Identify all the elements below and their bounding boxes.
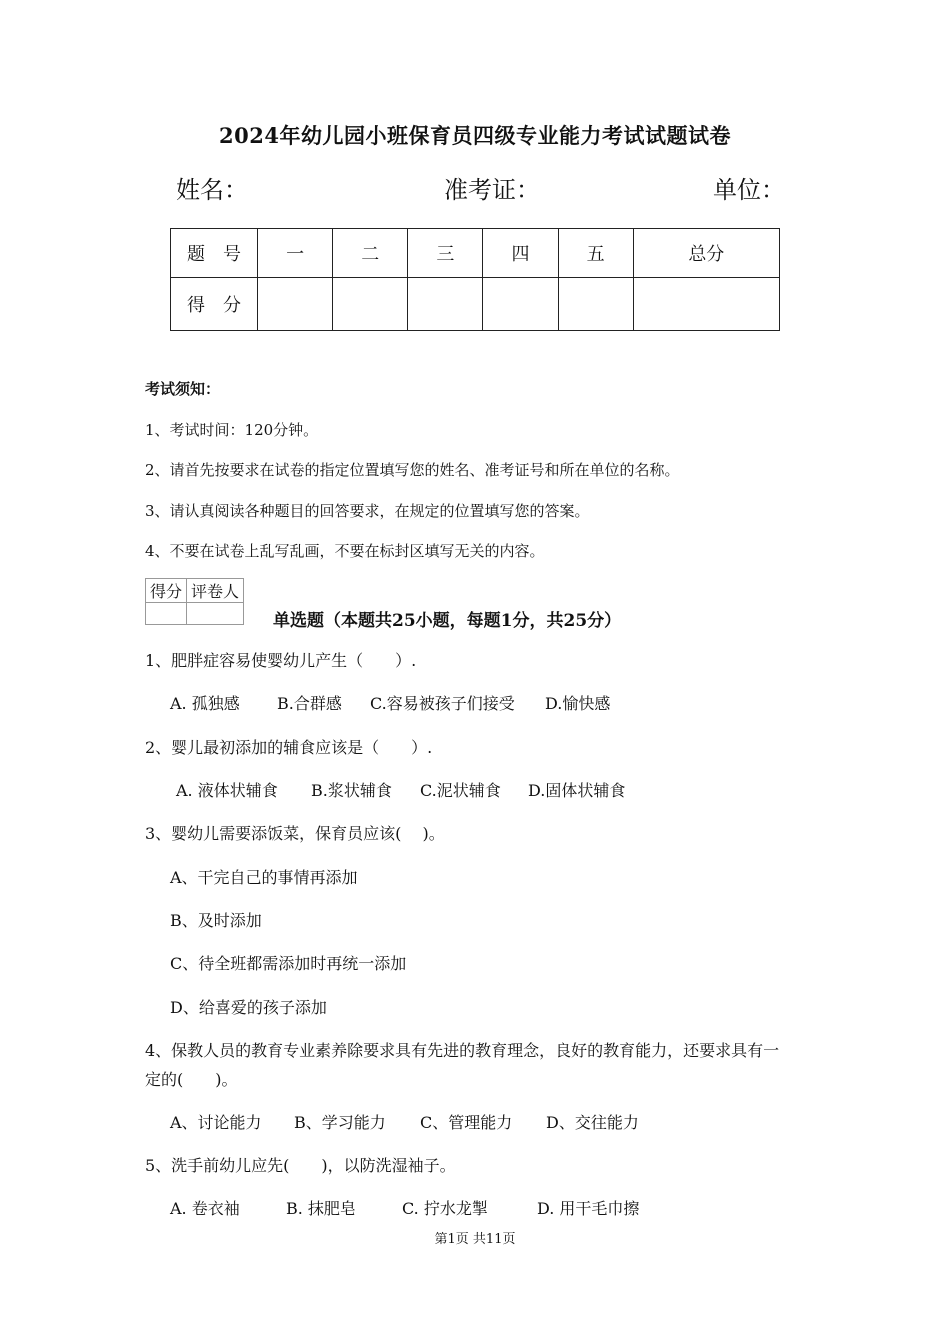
score-table-cell: 三	[408, 229, 483, 278]
score-table	[170, 228, 780, 331]
question-option: A、讨论能力	[170, 1113, 262, 1132]
score-table-cell: 题 号	[171, 229, 258, 278]
question-option: D. 用干毛巾擦	[537, 1199, 640, 1218]
grader-score-cell[interactable]	[146, 603, 187, 625]
notice-item: 4、不要在试卷上乱写乱画，不要在标封区填写无关的内容。	[145, 542, 545, 560]
score-input-cell[interactable]	[483, 278, 558, 331]
question-option: B.浆状辅食	[311, 781, 392, 800]
score-input-cell[interactable]	[333, 278, 408, 331]
grader-reviewer-label: 评卷人	[187, 579, 244, 603]
unit-label: 单位：	[713, 176, 785, 204]
question-option: B、学习能力	[294, 1113, 386, 1132]
score-input-cell[interactable]	[408, 278, 483, 331]
question-option: C.泥状辅食	[420, 781, 501, 800]
question-option: D.愉快感	[545, 694, 611, 713]
question-option: B.合群感	[277, 694, 342, 713]
score-input-cell[interactable]	[258, 278, 333, 331]
question-option: D.固体状辅食	[528, 781, 626, 800]
score-input-cell[interactable]	[558, 278, 633, 331]
question-stem: 1、肥胖症容易使婴幼儿产生（ ）.	[145, 651, 417, 670]
score-table-score-row	[171, 278, 780, 331]
question-option: D、给喜爱的孩子添加	[170, 998, 327, 1017]
page-title: 2024年幼儿园小班保育员四级专业能力考试试题试卷	[219, 123, 731, 148]
score-table-cell: 二	[333, 229, 408, 278]
score-table-cell: 总分	[633, 229, 779, 278]
score-table-header-row	[171, 229, 780, 278]
question-option: C、管理能力	[420, 1113, 513, 1132]
grader-score-label: 得分	[146, 579, 187, 603]
notice-title: 考试须知：	[145, 380, 221, 398]
notice-item: 3、请认真阅读各种题目的回答要求，在规定的位置填写您的答案。	[145, 502, 590, 520]
exam-id-label: 准考证：	[444, 176, 540, 204]
name-label: 姓名：	[176, 176, 248, 204]
question-stem: 4、保教人员的教育专业素养除要求具有先进的教育理念，良好的教育能力，还要求具有一	[145, 1041, 780, 1060]
question-option: C、待全班都需添加时再统一添加	[170, 954, 407, 973]
question-option: A. 孤独感	[170, 694, 240, 713]
question-option: A. 卷衣袖	[170, 1199, 240, 1218]
question-option: C. 拧水龙掣	[402, 1199, 488, 1218]
page-footer: 第1页 共11页	[434, 1232, 516, 1247]
notice-item: 2、请首先按要求在试卷的指定位置填写您的姓名、准考证号和所在单位的名称。	[145, 461, 680, 479]
grader-reviewer-cell[interactable]	[187, 603, 244, 625]
question-stem: 3、婴幼儿需要添饭菜，保育员应该( )。	[145, 824, 445, 843]
question-option: B. 抹肥皂	[286, 1199, 356, 1218]
grader-box	[145, 578, 244, 625]
question-option: D、交往能力	[546, 1113, 639, 1132]
question-option: A、干完自己的事情再添加	[170, 868, 358, 887]
score-input-cell[interactable]	[633, 278, 779, 331]
question-stem-continued: 定的( )。	[145, 1070, 238, 1089]
question-option: B、及时添加	[170, 911, 262, 930]
question-stem: 2、婴儿最初添加的辅食应该是（ ）.	[145, 738, 433, 757]
score-table-cell: 一	[258, 229, 333, 278]
question-option: A. 液体状辅食	[176, 781, 278, 800]
question-option: C.容易被孩子们接受	[370, 694, 515, 713]
score-table-cell: 五	[558, 229, 633, 278]
question-stem: 5、洗手前幼儿应先( )，以防洗湿袖子。	[145, 1156, 456, 1175]
score-table-cell: 四	[483, 229, 558, 278]
notice-item: 1、考试时间：120分钟。	[145, 421, 319, 439]
section-title: 单选题（本题共25小题，每题1分，共25分）	[273, 611, 622, 631]
score-row-label: 得 分	[171, 278, 258, 331]
